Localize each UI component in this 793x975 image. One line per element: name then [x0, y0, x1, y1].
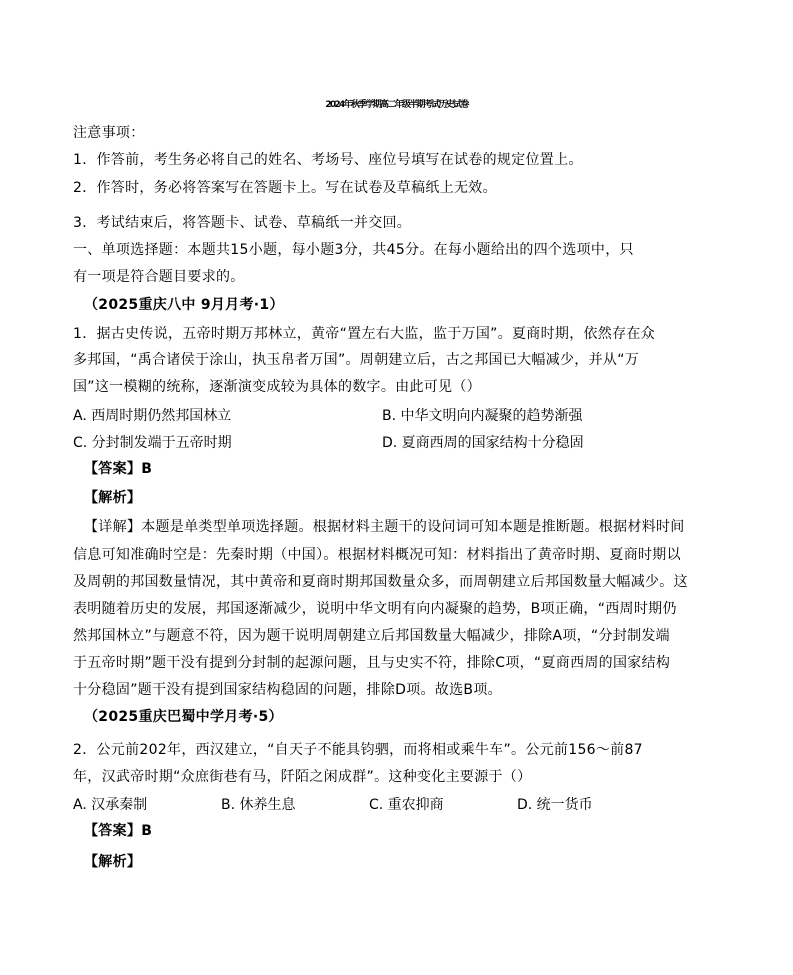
analysis-label: 【解析】	[84, 490, 142, 506]
page-title: 2024年秋季学期高二年级半期考试历史试卷	[325, 100, 468, 110]
notice-item: 1．作答前，考生务必将自己的姓名、考场号、座位号填写在试卷的规定位置上。	[73, 152, 583, 168]
detail-line: 表明随着历史的发展，邦国逐渐减少，说明中华文明有向内凝聚的趋势，B项正确，“西周时期仍	[73, 601, 677, 617]
option-d: D. 统一货币	[517, 797, 593, 813]
option-c: C. 重农抑商	[369, 797, 444, 813]
option-c: C. 分封制发端于五帝时期	[73, 435, 232, 451]
detail-line: 【详解】本题是单类型单项选择题。根据材料主题干的设问词可知本题是推断题。根据材料时间	[84, 519, 685, 535]
detail-line: 然邦国林立”与题意不符，因为题干说明周朝建立后邦国数量大幅减少，排除A项，“分封制发端	[73, 628, 670, 644]
notice-item: 3．考试结束后，将答题卡、试卷、草稿纸一并交回。	[73, 215, 412, 231]
question-source: （2025重庆巴蜀中学月考·5）	[84, 709, 283, 725]
question-stem-line: 1．据古史传说，五帝时期万邦林立，黄帝“置左右大监，监于万国”。夏商时期，依然存在众	[73, 326, 656, 342]
option-d: D. 夏商西周的国家结构十分稳固	[382, 435, 584, 451]
question-stem-line: 年，汉武帝时期“众庶街巷有马，阡陌之闲成群”。这种变化主要源于（）	[73, 769, 532, 785]
analysis-label: 【解析】	[84, 854, 142, 870]
question-stem-line: 国”这一模糊的统称，逐渐演变成较为具体的数字。由此可见（）	[73, 379, 481, 395]
question-stem-line: 2．公元前202年，西汉建立，“自天子不能具钧驷，而将相或乘牛车”。公元前156～前87	[73, 742, 643, 758]
option-b: B. 休养生息	[221, 797, 296, 813]
option-a: A. 汉承秦制	[73, 797, 148, 813]
notice-item: 2．作答时，务必将答案写在答题卡上。写在试卷及草稿纸上无效。	[73, 180, 497, 196]
detail-line: 信息可知准确时空是：先秦时期（中国）。根据材料概况可知：材料指出了黄帝时期、夏商时期以	[73, 547, 681, 563]
detail-line: 十分稳固”题干没有提到国家结构稳固的问题，排除D项。故选B项。	[73, 682, 502, 698]
question-stem-line: 多邦国，“禹合诸侯于涂山，执玉帛者万国”。周朝建立后，古之邦国已大幅减少，并从“万	[73, 352, 640, 368]
option-a: A. 西周时期仍然邦国林立	[73, 408, 232, 424]
answer-label: 【答案】B	[84, 461, 153, 477]
section-heading-cont: 有一项是符合题目要求的。	[73, 269, 245, 285]
question-source: （2025重庆八中 9月月考·1）	[84, 297, 284, 313]
answer-label: 【答案】B	[84, 823, 153, 839]
option-b: B. 中华文明向内凝聚的趋势渐强	[382, 408, 583, 424]
detail-line: 于五帝时期”题干没有提到分封制的起源问题，且与史实不符，排除C项，“夏商西周的国家结构	[73, 655, 671, 671]
notice-heading: 注意事项：	[73, 125, 145, 141]
detail-line: 及周朝的邦国数量情况，其中黄帝和夏商时期邦国数量众多，而周朝建立后邦国数量大幅减少。这	[73, 574, 688, 590]
section-heading: 一、单项选择题：本题共15小题，每小题3分，共45分。在每小题给出的四个选项中，只	[73, 242, 634, 258]
